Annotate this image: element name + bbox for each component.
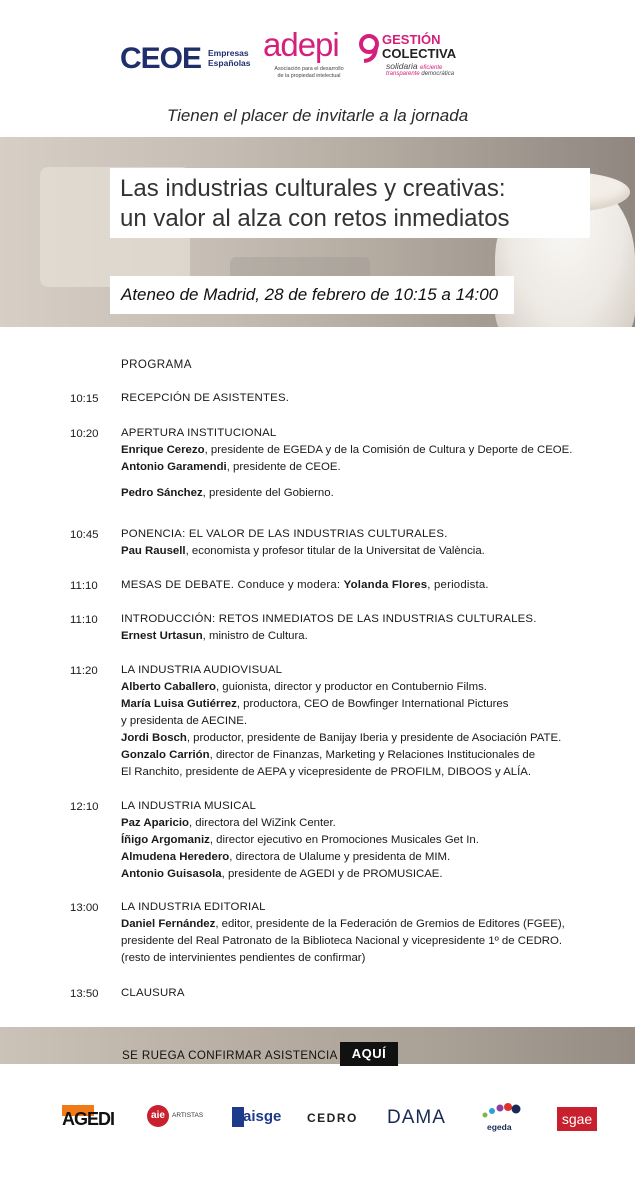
speaker-role: , presidente de AGEDI y de PROMUSICAE. (221, 868, 443, 880)
speaker-line (121, 485, 621, 502)
speaker-role: , productora, CEO de Bowfinger International Pictures (236, 698, 509, 710)
speaker-line (121, 543, 621, 560)
aisge-logo (232, 1103, 280, 1135)
aie-logo (147, 1103, 209, 1135)
program-item (121, 611, 621, 645)
speaker-line (121, 696, 621, 713)
speaker-line (121, 866, 621, 883)
speaker-name: Antonio Garamendi (121, 461, 227, 473)
egeda-logo-text: egeda (487, 1122, 512, 1132)
ceoe-sub2: Españolas (208, 58, 251, 68)
speaker-name: Antonio Guisasola (121, 868, 222, 880)
speaker-name: María Luisa Gutiérrez (121, 698, 237, 710)
event-title-box (110, 168, 590, 238)
program-time: 11:20 (70, 665, 98, 677)
ceoe-logo (120, 40, 250, 78)
program-item-title: LA INDUSTRIA AUDIOVISUAL (121, 664, 283, 676)
adepi-sub1: Asociación para el desarrollo (274, 66, 344, 72)
cedro-logo (307, 1103, 363, 1135)
event-title-line1: Las industrias culturales y creativas: (120, 175, 506, 202)
program-time: 10:15 (70, 393, 99, 405)
speaker-role: , ministro de Cultura. (202, 630, 308, 642)
moderator-role: , periodista. (427, 579, 489, 591)
speaker-line-continued: presidente del Real Patronato de la Biblioteca Nacional y vicepresidente 1º de CEDRO. (121, 935, 563, 947)
program-item-title: LA INDUSTRIA MUSICAL (121, 800, 257, 812)
ceoe-logo-word: CEOE (120, 42, 202, 75)
speaker-role: , guionista, director y productor en Contubernio Films. (215, 681, 487, 693)
speaker-name: Jordi Bosch (121, 732, 187, 744)
moderator-name: Yolanda Flores (343, 579, 428, 591)
gestion-colectiva-logo (358, 30, 468, 80)
speaker-role: , directora de Ulalume y presidenta de MIM. (229, 851, 451, 863)
debate-intro: MESAS DE DEBATE. Conduce y modera: (121, 579, 344, 591)
program-item (121, 577, 621, 594)
egeda-dots-icon (477, 1103, 533, 1123)
gestion-line4b: democrática (421, 71, 455, 77)
gestion-line1: GESTIÓN (382, 32, 441, 47)
program-time: 10:20 (70, 428, 99, 440)
gestion-line3 (386, 61, 442, 71)
speaker-role: , director ejecutivo en Promociones Musicales Get In. (209, 834, 479, 846)
speaker-line (121, 730, 621, 747)
program-time: 11:10 (70, 614, 98, 626)
speaker-role: , directora del WiZink Center. (188, 817, 336, 829)
gestion-line2: COLECTIVA (382, 46, 457, 61)
aie-badge-icon: aie (147, 1105, 169, 1127)
speaker-name: Íñigo Argomaniz (121, 834, 210, 846)
adepi-logo (263, 26, 355, 84)
speaker-line (121, 815, 621, 832)
speaker-line-continued: El Ranchito, presidente de AEPA y vicepresidente de PROFILM, DIBOOS y ALÍA. (121, 766, 532, 778)
adepi-sub2: de la propiedad intelectual (277, 73, 341, 79)
speaker-name: Pedro Sánchez (121, 487, 203, 499)
speaker-name: Paz Aparicio (121, 817, 189, 829)
rsvp-aqui-button[interactable]: AQUÍ (340, 1042, 398, 1066)
aisge-logo-text: aisge (243, 1108, 282, 1125)
agedi-logo-text: AGEDI (62, 1109, 115, 1129)
speaker-line (121, 459, 621, 476)
speaker-line (121, 916, 621, 933)
speaker-role: , presidente de CEOE. (226, 461, 341, 473)
program-item (121, 425, 621, 502)
speaker-line-continued: y presidenta de AECINE. (121, 715, 247, 727)
speaker-name: Pau Rausell (121, 545, 186, 557)
gestion-g-icon (358, 34, 380, 64)
speaker-name: Daniel Fernández (121, 918, 216, 930)
speaker-line (121, 832, 621, 849)
speaker-name: Ernest Urtasun (121, 630, 203, 642)
ceoe-logo-subtitle (208, 48, 251, 68)
program-item-title: RECEPCIÓN DE ASISTENTES. (121, 392, 290, 404)
egeda-logo (477, 1103, 533, 1135)
program-item-title: INTRODUCCIÓN: RETOS INMEDIATOS DE LAS INDUSTRIAS CULTURALES. (121, 613, 537, 625)
speaker-name: Enrique Cerezo (121, 444, 205, 456)
program-item-title: PONENCIA: EL VALOR DE LAS INDUSTRIAS CULTURALES. (121, 528, 448, 540)
speaker-name: Gonzalo Carrión (121, 749, 210, 761)
gestion-line4 (386, 71, 454, 77)
program-item (121, 899, 621, 967)
aie-logo-text: ARTISTAS (172, 1112, 204, 1119)
agedi-logo (62, 1103, 120, 1135)
program-item-title (121, 577, 621, 594)
speaker-role: , director de Finanzas, Marketing y Relaciones Institucionales de (209, 749, 536, 761)
program-time: 13:50 (70, 988, 99, 1000)
speaker-name: Alberto Caballero (121, 681, 216, 693)
venue-date-box (110, 276, 514, 314)
adepi-logo-word: adepi (263, 26, 339, 63)
program-item-title: APERTURA INSTITUCIONAL (121, 427, 277, 439)
program-heading: PROGRAMA (121, 358, 192, 371)
gestion-line3b: eficiente (420, 65, 443, 71)
speaker-name: Almudena Heredero (121, 851, 230, 863)
adepi-logo-subtitle (263, 66, 355, 80)
speaker-line (121, 849, 621, 866)
speaker-line (121, 442, 621, 459)
dama-logo-text: DAMA (387, 1107, 446, 1128)
sgae-logo (557, 1103, 599, 1135)
program-item (121, 798, 621, 883)
program-item (121, 526, 621, 560)
sgae-logo-text: sgae (557, 1107, 597, 1131)
speaker-line (121, 747, 621, 764)
ceoe-sub1: Empresas (208, 48, 249, 58)
program-time: 11:10 (70, 580, 98, 592)
program-item (121, 985, 621, 1002)
program-time: 13:00 (70, 902, 99, 914)
program-item (121, 390, 621, 407)
venue-date-text: Ateneo de Madrid, 28 de febrero de 10:15 a 14:00 (121, 285, 499, 304)
cedro-logo-text: CEDRO (307, 1111, 358, 1125)
gestion-line3a: solidaria (386, 61, 418, 71)
dama-logo (387, 1103, 453, 1135)
rsvp-text: SE RUEGA CONFIRMAR ASISTENCIA (122, 1049, 338, 1062)
pending-note: (resto de intervinientes pendientes de confirmar) (121, 952, 366, 964)
program-item-title: LA INDUSTRIA EDITORIAL (121, 901, 266, 913)
speaker-role: , presidente del Gobierno. (202, 487, 334, 499)
program-time: 12:10 (70, 801, 99, 813)
invitation-text: Tienen el placer de invitarle a la jornada (166, 106, 469, 125)
speaker-role: , editor, presidente de la Federación de Gremios de Editores (FGEE), (215, 918, 565, 930)
speaker-line (121, 628, 621, 645)
speaker-role: , productor, presidente de Banijay Iberia y presidente de Asociación PATE. (186, 732, 562, 744)
speaker-role: , presidente de EGEDA y de la Comisión de Cultura y Deporte de CEOE. (204, 444, 573, 456)
event-title-line2: un valor al alza con retos inmediatos (120, 205, 510, 232)
program-item-title: CLAUSURA (121, 987, 185, 999)
program-time: 10:45 (70, 529, 99, 541)
gestion-line4a: transparente (386, 71, 420, 77)
speaker-line (121, 679, 621, 696)
speaker-role: , economista y profesor titular de la Universitat de València. (185, 545, 485, 557)
program-item (121, 662, 621, 781)
